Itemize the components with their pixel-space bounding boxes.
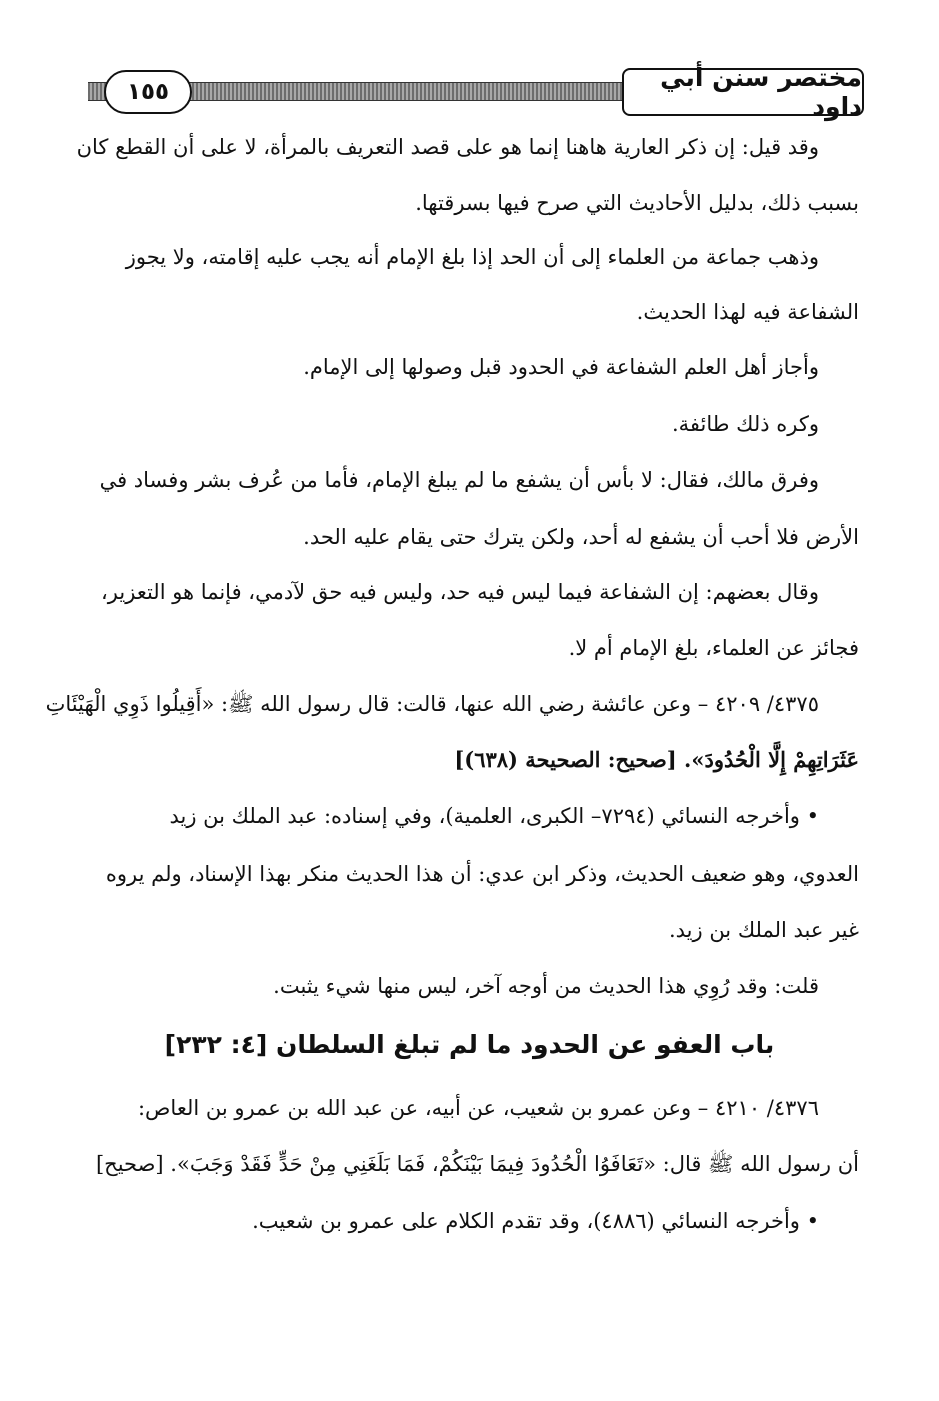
page-header <box>88 63 864 121</box>
page-number: ١٥٥ <box>104 70 192 114</box>
text-line: غير عبد الملك بن زيد. <box>668 918 859 942</box>
text-line: الشفاعة فيه لهذا الحديث. <box>636 300 859 324</box>
text-line: بسبب ذلك، بدليل الأحاديث التي صرح فيها بسرقتها. <box>415 191 859 215</box>
text-line: • وأخرجه النسائي (٤٨٨٦)، وقد تقدم الكلام على عمرو بن شعيب. <box>252 1209 819 1233</box>
hadith-4376-text: أن رسول الله ﷺ قال: «تَعَافَوُا الْحُدُودَ فِيمَا بَيْنَكُمْ، فَمَا بَلَغَنِي مِنْ حَدٍّ فَقَدْ وَجَبَ». [صحيح] <box>95 1152 859 1176</box>
text-line: وذهب جماعة من العلماء إلى أن الحد إذا بلغ الإمام أنه يجب عليه إقامته، ولا يجوز <box>125 245 819 269</box>
text-line: الأرض فلا أحب أن يشفع له أحد، ولكن يترك حتى يقام عليه الحد. <box>303 525 859 549</box>
text-line: وأجاز أهل العلم الشفاعة في الحدود قبل وصولها إلى الإمام. <box>303 355 819 379</box>
text-line: • وأخرجه النسائي (٧٢٩٤– الكبرى، العلمية)، وفي إسناده: عبد الملك بن زيد <box>169 804 819 828</box>
hadith-4375-line: ٤٣٧٥/ ٤٢٠٩ – وعن عائشة رضي الله عنها، قالت: قال رسول الله ﷺ: «أَقِيلُوا ذَوِي الْهَيْئَاتِ <box>45 692 819 716</box>
text-line: وقال بعضهم: إن الشفاعة فيما ليس فيه حد، وليس فيه حق لآدمي، فإنما هو التعزير، <box>101 580 819 604</box>
text-line: فجائز عن العلماء، بلغ الإمام أم لا. <box>568 636 859 660</box>
text-line: وكره ذلك طائفة. <box>671 412 819 436</box>
hadith-4376-line: ٤٣٧٦/ ٤٢١٠ – وعن عمرو بن شعيب، عن أبيه، عن عبد الله بن عمرو بن العاص: <box>137 1096 819 1120</box>
chapter-title: باب العفو عن الحدود ما لم تبلغ السلطان [٤: ٢٣٢] <box>164 1030 775 1059</box>
text-line: العدوي، وهو ضعيف الحديث، وذكر ابن عدي: أن هذا الحديث منكر بهذا الإسناد، ولم يروه <box>105 862 859 886</box>
text-line: وفرق مالك، فقال: لا بأس أن يشفع ما لم يبلغ الإمام، فأما من عُرف بشر وفساد في <box>99 468 819 492</box>
text-line: قلت: وقد رُوِي هذا الحديث من أوجه آخر، ليس منها شيء يثبت. <box>273 974 819 998</box>
hadith-4375-grading: عَثَرَاتِهِمْ إِلَّا الْحُدُودَ». [صحيح: الصحيحة (٦٣٨)] <box>454 747 859 772</box>
text-line: وقد قيل: إن ذكر العارية هاهنا إنما هو على قصد التعريف بالمرأة، لا على أن القطع كان <box>76 135 819 159</box>
book-title: مختصر سنن أبي داود <box>622 68 864 116</box>
